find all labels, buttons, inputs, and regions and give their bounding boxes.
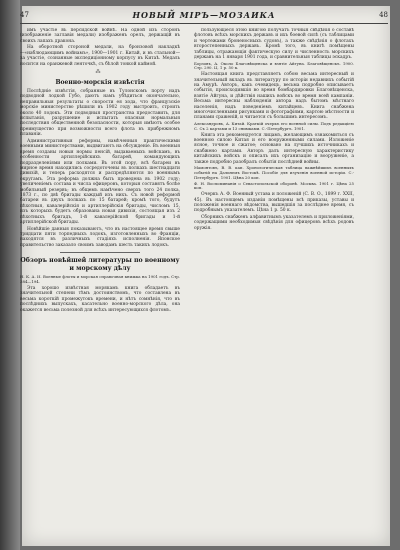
- book-spine: [0, 0, 20, 550]
- paragraph: На оборотной стороной медали, на бронзовой накладкѣ—«наблюдающимъ войнамъ», 1900—1901 г. Китай, и въ стальной—за участіе, сознанные экспедиціонному корпусу въ Китаѣ. Медаль носится на оранжевой ленточкѣ, съ бѣлой тонкой каймой.: [20, 45, 180, 67]
- section-divider: [60, 252, 140, 253]
- paragraph: Новѣйшіе данныя показываютъ, что въ настоящее время свыше тридцати пяти торпедныхъ лодокъ, изготовленныхъ во Франціи, находятся въ различныхъ стадіяхъ исполненія. Японское правительство заказало своимъ заводамъ шесть такихъ лодокъ.: [20, 226, 180, 248]
- paragraph: Настоящая книга представляетъ собою весьма интересный и значительный вкладъ въ литературу по исторіи недавнихъ событій на Амурѣ. Авторъ, какъ очевидецъ, весьма подробно описываетъ событія, происходившія во время бомбардировки Благовѣщенска, взятіе Айгуна, и дѣйствія нашихъ войскъ во время всей кампаніи. Весьма интересны наблюденія автора надъ бытомъ мѣстнаго населенія, надъ поведеніемъ китайцевъ. Книга снабжена многочисленными рисунками и фотографіями, картою мѣстности и планами сраженій, и читается съ большимъ интересомъ.: [194, 72, 354, 121]
- bibliography-entry: Мамонтовъ, В. В. кап. Хронологическая таблица важнѣйшихъ военныхъ событій на Дальнемъ Востокѣ. Пособіе для изученія военной исторіи. С.-Петербургъ. 1901. Цѣна 20 коп.: [194, 165, 354, 180]
- ornament-stars: ⁂: [95, 69, 105, 76]
- paragraph: Очеркъ А. Ф. Военный устава и положеній (С. В. О., 1899 г. XXII, 45). Въ настоящемъ изданіи помѣщены всѣ приказы, уставы и положенія военнаго вѣдомства, вышедшія за послѣднее время, съ подробнымъ указателемъ. Цѣна 1 р. 50 к.: [194, 192, 354, 214]
- page-number-left: 47: [20, 11, 29, 19]
- bibliography-entry: Борзовъ, А. Около Благовѣщенска и взятіе Айгуна. Благовѣщенскъ. 1900. Стр. 290. Ц. 1 р. 50 к.: [194, 60, 354, 71]
- paragraph: пользующіеся этою книгою получатъ точныя свѣдѣнія о составѣ флотовъ всѣхъ морскихъ державъ и ихъ боевой силѣ (съ таблицами и чертежами броненосныхъ судовъ), а также свѣдѣнія о флотахъ второстепенныхъ державъ. Кромѣ того, въ книгѣ помѣщены таблицы, отражающія фактическую силу и численность морскихъ державъ на 1 января 1901 года, и сравнительныя таблицы эскадръ.: [194, 28, 354, 61]
- paragraph: Сборникъ снабженъ алфавитнымъ указателемъ и приложеніями, содержащими необходимыя свѣдѣнія для офицеровъ всѣхъ родовъ оружія.: [194, 214, 354, 231]
- section-title-military-news: Военно-морскія извѣстія: [55, 79, 145, 87]
- left-column: [20, 28, 180, 533]
- page-header: [20, 9, 388, 23]
- section-title-literature-review: Обзоръ новѣйшей литературы по военному и морскому дѣлу: [20, 257, 180, 272]
- bibliography-entry: Александровъ, А. Китай. Краткій очеркъ его военной силы. Подъ редакціею С. Съ 2 картами и 13 снимками. С.-Петербургъ. 1901.: [194, 121, 354, 131]
- paragraph: Книга эта рекомендуется лицамъ, желающимъ ознакомиться съ военною силою Китая и его вооруженными силами. Изложеніе ясное, точное и сжатое; основано на лучшихъ источникахъ и снабжено картами. Авторъ далъ интересную характеристику китайскихъ войскъ и описалъ ихъ организацію и вооруженіе, а также подробно разобралъ событія послѣдней войны.: [194, 132, 354, 165]
- paragraph: Эта хорошо извѣстная морякамъ книга обладаетъ въ значительной степени тѣмъ достоинствомъ, что составлена въ весьма короткій промежутокъ времени, и нѣтъ сомнѣнія, что въ послѣднихъ выпускахъ, касательно военно-морского дѣла, она окажется весьма полезной для всѣхъ интересующихся флотомъ.: [20, 285, 180, 313]
- running-title: НОВЫЙ МІРЪ—МОЗАИКА: [132, 10, 276, 20]
- right-column: [194, 28, 354, 533]
- paragraph: имъ участіе въ персидской войнѣ. На одной изъ сторонъ (изображеніе заглавія медали) изображенъ орелъ, держащій въ своихъ лапахъ дракона.: [20, 28, 180, 44]
- bibliography-entry: Ф. Н. Воспоминанія о Севастопольской оборонѣ. Москва. 1901 г. Цѣна 25 коп.: [194, 180, 354, 191]
- bibliography-entry: Н. К. А. И. Военные флоты и морская справочная книжка на 1901 годъ. Стр. 384—194.: [20, 274, 180, 285]
- header-rule: [20, 23, 388, 24]
- paragraph: Послѣдніе извѣстія, собранные въ Тулонскомъ порту надъ подводной лодкой Губо, даютъ намъ убѣдиться окончательно, неправильныя результаты о скорости ея хода, что французскіе морскіе министерство рѣшили въ 1902 году выстроить, строить около 40 лодокъ. Эти подводныя пространства предоставить, для испытанія, разрушение и испытать опасныя нормальныя последствия общественной безопасности, которыя имѣютъ особое преимущество при возможности всего флота въ прибрежномъ плаваніи.: [20, 89, 180, 138]
- paragraph: Административныя реформы, намѣченныя практическими военными министерствами, выдвигаютъ на обсужденіе. Въ военныя время созданы новыя нормы пенсій, выдаваемыхъ войскамъ, въ особенности артиллерійскихъ батарей, командующихъ подразделеніями или полками. Въ этой пору, всѣ батареи въ мирное время находились сосредоточены въ полкахъ шестнадцати дивизій, и теперь расходятся и распредѣляются по военнымъ округамъ. Эта реформа должна быть проведена въ 1902 году; увеличеніемъ состава и числа офицеровъ, которыя составятъ болѣе мобильный резервъ; въ общемъ намѣчено сверхъ того 24 полка, 1873 г., по двѣ бригады каждый изъ нихъ. Съ новой реформой батареи въ двухъ полкахъ по 15 батарей; кромѣ того, будутъ пѣхотныя, кавалерійскія и артиллерійскія бригады, числомъ 15, изъ которыхъ будетъ образована новая дивизія, состоящая изъ 2 пѣхотныхъ бригадъ, 1-й кавалерійской бригады и 1-й артиллерійской бригады.: [20, 138, 180, 225]
- page-number-right: 48: [379, 11, 388, 19]
